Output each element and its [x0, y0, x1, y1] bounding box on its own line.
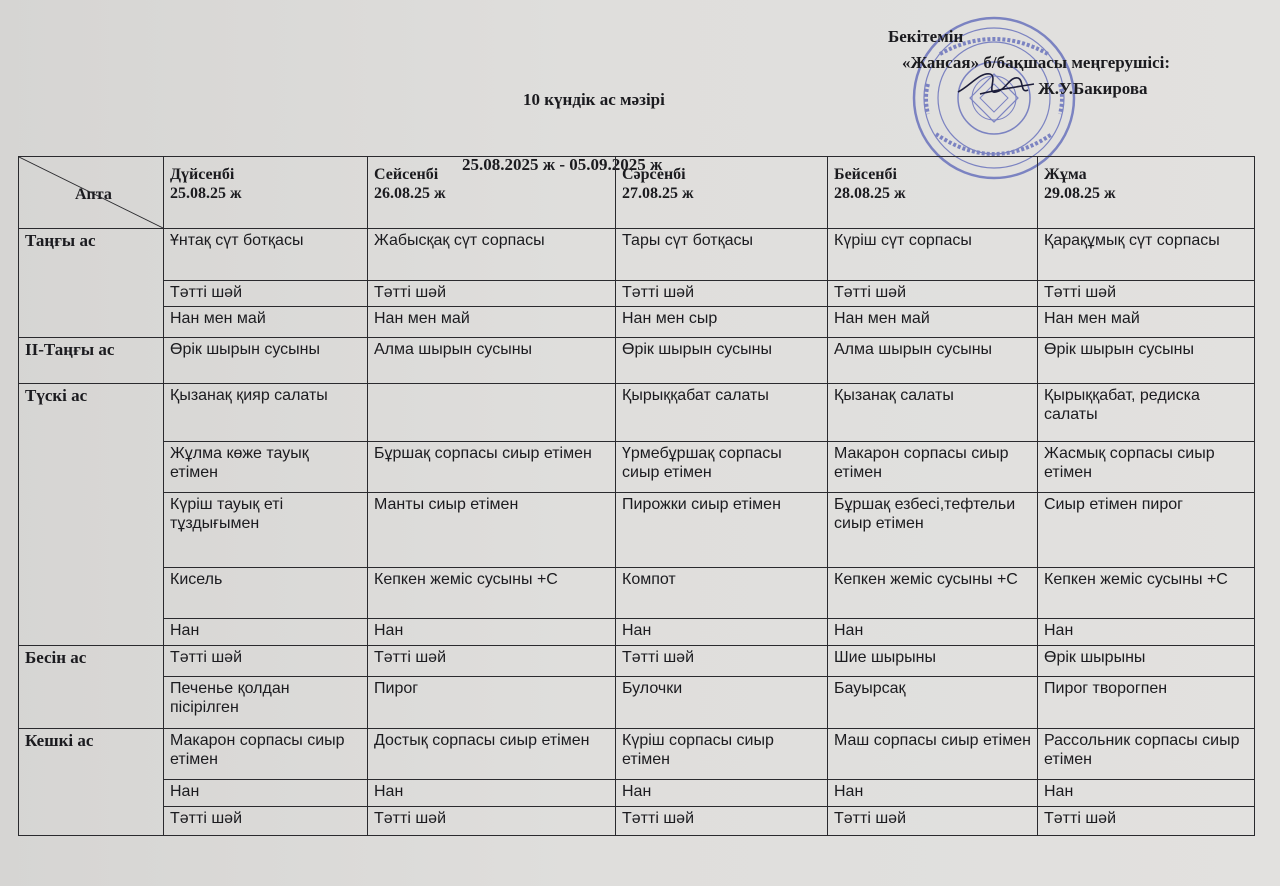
day-name: Сейсенбі	[374, 166, 439, 183]
menu-cell: Нан мен май	[164, 307, 368, 338]
menu-cell: Шие шырыны	[828, 645, 1038, 676]
day-date: 28.08.25 ж	[834, 185, 906, 202]
menu-cell: Компот	[616, 567, 828, 619]
table-row	[19, 728, 1255, 780]
menu-cell: Нан мен май	[828, 307, 1038, 338]
approval-position: «Жансая» б/бақшасы меңгерушісі:	[902, 53, 1171, 72]
menu-cell: Тәтті шәй	[164, 280, 368, 307]
menu-cell: Жабысқақ сүт сорпасы	[368, 229, 616, 281]
menu-cell: Тәтті шәй	[828, 280, 1038, 307]
menu-cell: Нан	[368, 780, 616, 807]
menu-cell: Булочки	[616, 676, 828, 728]
menu-cell: Нан	[616, 619, 828, 646]
table-row	[19, 383, 1255, 441]
menu-cell: Тары сүт ботқасы	[616, 229, 828, 281]
menu-cell: Нан	[164, 780, 368, 807]
day-header-wednesday	[616, 157, 828, 229]
menu-cell: Тәтті шәй	[616, 280, 828, 307]
menu-cell: Күріш сорпасы сиыр етімен	[616, 728, 828, 780]
day-header-friday	[1038, 157, 1255, 229]
menu-cell	[368, 383, 616, 441]
menu-cell: Макарон сорпасы сиыр етімен	[828, 441, 1038, 493]
approval-heading: Бекітемін	[888, 27, 964, 46]
table-row	[19, 493, 1255, 567]
day-header-monday	[164, 157, 368, 229]
meal-label-snack: Бесін ас	[19, 645, 164, 728]
menu-cell: Бауырсақ	[828, 676, 1038, 728]
menu-cell: Қырыққабат, редиска салаты	[1038, 383, 1255, 441]
day-date: 27.08.25 ж	[622, 185, 694, 202]
menu-cell: Маш сорпасы сиыр етімен	[828, 728, 1038, 780]
meal-label-lunch: Түскі ас	[19, 383, 164, 645]
menu-cell: Жасмық сорпасы сиыр етімен	[1038, 441, 1255, 493]
menu-cell: Тәтті шәй	[368, 280, 616, 307]
menu-cell: Нан	[1038, 619, 1255, 646]
menu-cell: Тәтті шәй	[616, 806, 828, 835]
table-row	[19, 676, 1255, 728]
menu-cell: Нан	[828, 619, 1038, 646]
menu-cell: Тәтті шәй	[164, 645, 368, 676]
meal-label-breakfast: Таңғы ас	[19, 229, 164, 338]
menu-cell: Алма шырын сусыны	[828, 338, 1038, 383]
header-row	[19, 157, 1255, 229]
menu-cell: Манты сиыр етімен	[368, 493, 616, 567]
meal-label-dinner: Кешкі ас	[19, 728, 164, 835]
week-label: Апта	[75, 186, 112, 203]
menu-cell: Макарон сорпасы сиыр етімен	[164, 728, 368, 780]
handwritten-signature	[950, 64, 1040, 104]
document-title: 10 күндік ас мәзірі	[523, 90, 665, 109]
day-header-tuesday	[368, 157, 616, 229]
table-row	[19, 780, 1255, 807]
menu-cell: Рассольник сорпасы сиыр етімен	[1038, 728, 1255, 780]
menu-cell: Нан	[1038, 780, 1255, 807]
menu-cell: Өрік шырыны	[1038, 645, 1255, 676]
table-row	[19, 441, 1255, 493]
day-name: Сәрсенбі	[622, 166, 686, 183]
menu-cell: Жұлма көже тауық етімен	[164, 441, 368, 493]
menu-cell: Ұнтақ сүт ботқасы	[164, 229, 368, 281]
menu-cell: Тәтті шәй	[164, 806, 368, 835]
day-name: Дүйсенбі	[170, 166, 235, 183]
day-header-thursday	[828, 157, 1038, 229]
menu-cell: Үрмебұршақ сорпасы сиыр етімен	[616, 441, 828, 493]
table-row	[19, 619, 1255, 646]
menu-cell: Кепкен жеміс сусыны +С	[828, 567, 1038, 619]
menu-table	[18, 156, 1255, 836]
meal-label-second-breakfast: ІІ-Таңғы ас	[19, 338, 164, 383]
table-row	[19, 645, 1255, 676]
menu-cell: Тәтті шәй	[368, 806, 616, 835]
menu-cell: Нан	[828, 780, 1038, 807]
menu-cell: Күріш сүт сорпасы	[828, 229, 1038, 281]
day-date: 29.08.25 ж	[1044, 185, 1116, 202]
menu-cell: Қырыққабат салаты	[616, 383, 828, 441]
day-date: 26.08.25 ж	[374, 185, 446, 202]
menu-cell: Нан мен сыр	[616, 307, 828, 338]
menu-cell: Кепкен жеміс сусыны +С	[1038, 567, 1255, 619]
menu-cell: Пирог творогпен	[1038, 676, 1255, 728]
week-corner-cell	[19, 157, 164, 229]
approval-name: Ж.У.Бакирова	[1038, 79, 1148, 98]
menu-cell: Бұршақ сорпасы сиыр етімен	[368, 441, 616, 493]
table-row	[19, 806, 1255, 835]
menu-cell: Күріш тауық еті тұздығымен	[164, 493, 368, 567]
menu-cell: Тәтті шәй	[828, 806, 1038, 835]
menu-cell: Сиыр етімен пирог	[1038, 493, 1255, 567]
menu-cell: Бұршақ езбесі,тефтельи сиыр етімен	[828, 493, 1038, 567]
menu-cell: Алма шырын сусыны	[368, 338, 616, 383]
table-row	[19, 338, 1255, 383]
menu-cell: Өрік шырын сусыны	[164, 338, 368, 383]
menu-cell: Печенье қолдан пісірілген	[164, 676, 368, 728]
menu-cell: Тәтті шәй	[616, 645, 828, 676]
day-name: Жұма	[1044, 166, 1087, 183]
table-row	[19, 567, 1255, 619]
menu-cell: Тәтті шәй	[1038, 806, 1255, 835]
menu-cell: Қызанақ салаты	[828, 383, 1038, 441]
menu-cell: Нан	[164, 619, 368, 646]
menu-cell: Қызанақ қияр салаты	[164, 383, 368, 441]
menu-cell: Тәтті шәй	[1038, 280, 1255, 307]
day-date: 25.08.25 ж	[170, 185, 242, 202]
menu-cell: Өрік шырын сусыны	[616, 338, 828, 383]
menu-cell: Нан мен май	[368, 307, 616, 338]
menu-cell: Өрік шырын сусыны	[1038, 338, 1255, 383]
menu-cell: Пирог	[368, 676, 616, 728]
menu-cell: Достық сорпасы сиыр етімен	[368, 728, 616, 780]
menu-cell: Қарақұмық сүт сорпасы	[1038, 229, 1255, 281]
day-name: Бейсенбі	[834, 166, 897, 183]
menu-cell: Тәтті шәй	[368, 645, 616, 676]
menu-cell: Кепкен жеміс сусыны +С	[368, 567, 616, 619]
menu-cell: Пирожки сиыр етімен	[616, 493, 828, 567]
table-row	[19, 280, 1255, 307]
menu-cell: Нан	[368, 619, 616, 646]
menu-cell: Кисель	[164, 567, 368, 619]
period-range: 25.08.2025 ж - 05.09.2025 ж	[462, 155, 663, 174]
table-row	[19, 229, 1255, 281]
table-row	[19, 307, 1255, 338]
menu-cell: Нан мен май	[1038, 307, 1255, 338]
menu-cell: Нан	[616, 780, 828, 807]
